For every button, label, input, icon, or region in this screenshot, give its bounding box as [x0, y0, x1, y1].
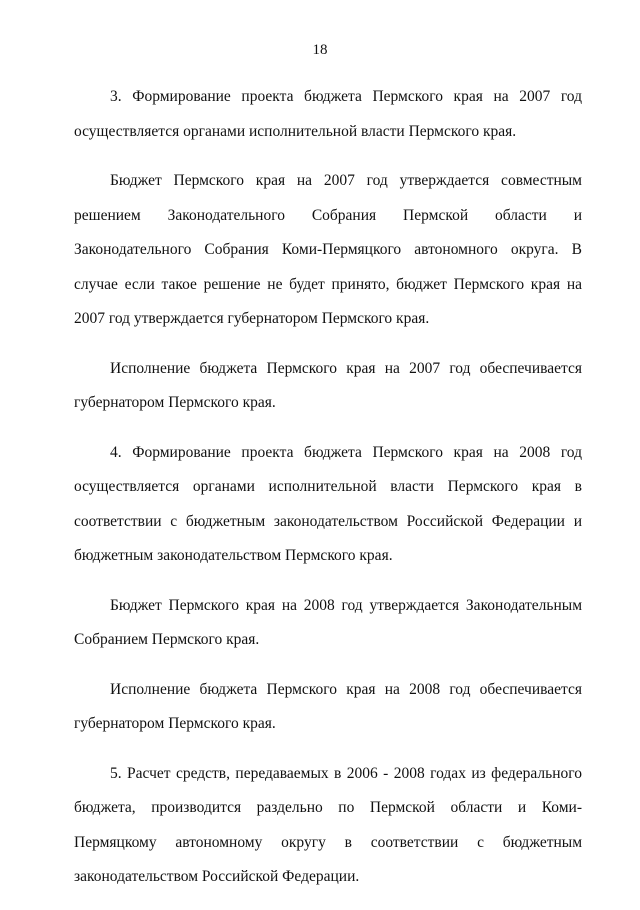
paragraph-2007-approval: Бюджет Пермского края на 2007 год утверждается совместным решением Законодательного Собрания Пермской области и Законодательного Собрания Коми-Пермяцкого автономного округа. В случае если такое решение не будет принято, бюджет Пермского края на 2007 год утверждается губернатором Пермского края. — [74, 172, 582, 327]
paragraph-2008-approval: Бюджет Пермского края на 2008 год утверждается Законодательным Собранием Пермского края. — [74, 596, 582, 648]
paragraph-5-federal-funds: 5. Расчет средств, передаваемых в 2006 - 2008 годах из федерального бюджета, производится раздельно по Пермской области и Коми-Пермяцкому автономному округу в соответствии с бюджетным законодательством Российской Федерации. — [74, 764, 582, 885]
document-body — [74, 80, 582, 910]
page-number: 18 — [312, 42, 328, 58]
paragraph-2007-execution: Исполнение бюджета Пермского края на 2007 год обеспечивается губернатором Пермского края. — [74, 359, 582, 411]
paragraph-4-2008-draft: 4. Формирование проекта бюджета Пермского края на 2008 год осуществляется органами исполнительной власти Пермского края в соответствии с бюджетным законодательством Российской Федерации и бюджетным законодательством Пермского края. — [74, 443, 582, 564]
paragraph-3-2007-draft: 3. Формирование проекта бюджета Пермского края на 2007 год осуществляется органами исполнительной власти Пермского края. — [74, 88, 582, 140]
paragraph-2008-execution: Исполнение бюджета Пермского края на 2008 год обеспечивается губернатором Пермского края. — [74, 680, 582, 732]
